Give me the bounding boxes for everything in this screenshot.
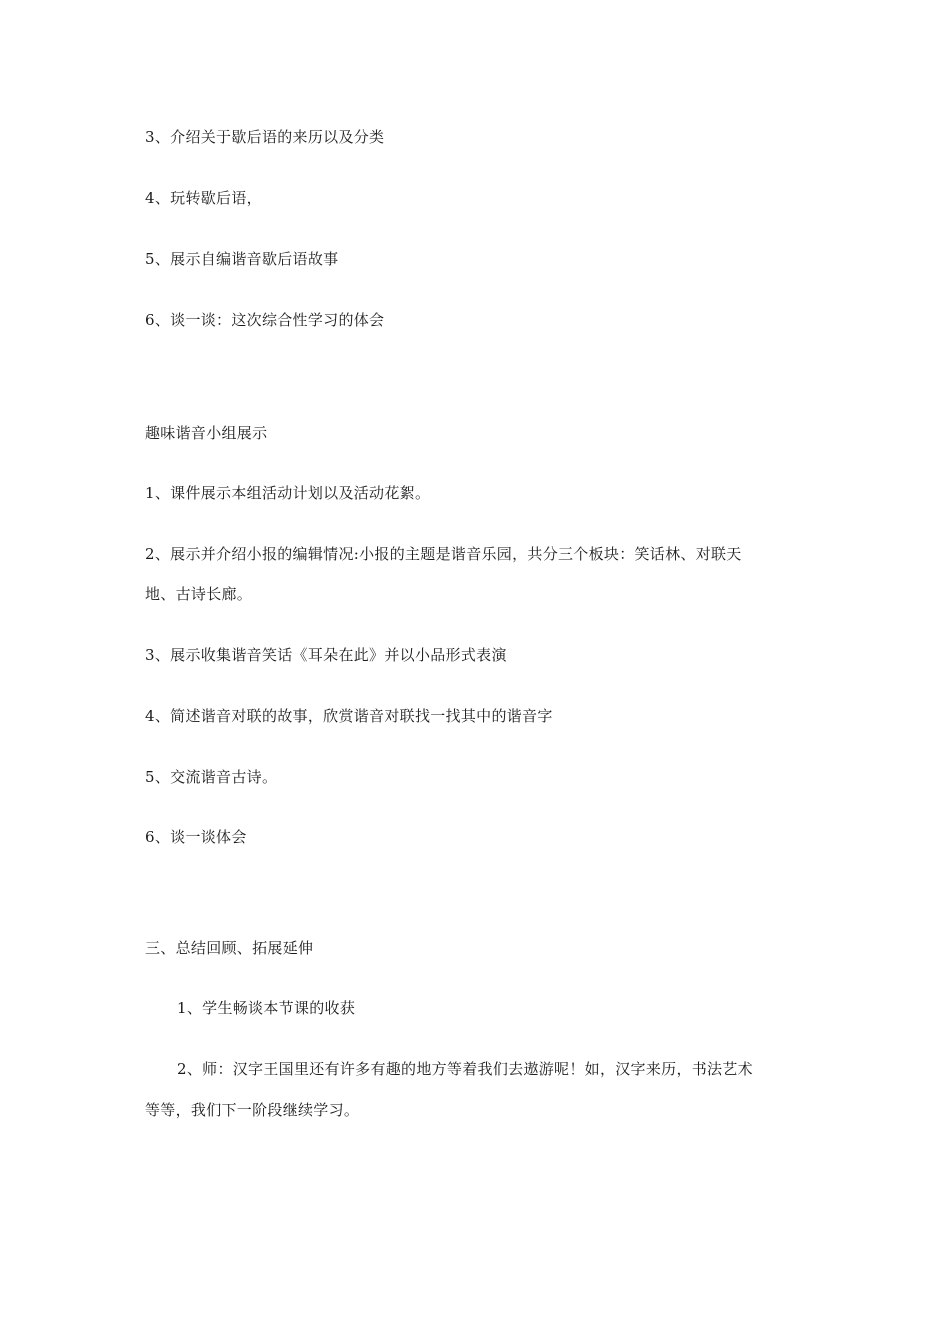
list-item-2-line1: 2、师：汉字王国里还有许多有趣的地方等着我们去遨游呢！如，汉字来历，书法艺术: [177, 1060, 753, 1078]
list-item-2-line2: 地、古诗长廊。: [145, 585, 253, 603]
list-item-2-line2: 等等，我们下一阶段继续学习。: [145, 1101, 360, 1119]
list-item-4: 4、玩转歇后语，: [145, 189, 262, 207]
list-item-5: 5、展示自编谐音歇后语故事: [145, 250, 339, 268]
section-heading-homophone-group: 趣味谐音小组展示: [145, 424, 268, 442]
list-item-3: 3、介绍关于歇后语的来历以及分类: [145, 128, 385, 146]
list-item-5: 5、交流谐音古诗。: [145, 768, 278, 786]
list-item-4: 4、简述谐音对联的故事，欣赏谐音对联找一找其中的谐音字: [145, 707, 553, 725]
section-heading-summary: 三、总结回顾、拓展延伸: [145, 939, 314, 957]
list-item-6: 6、谈一谈：这次综合性学习的体会: [145, 311, 385, 329]
list-item-1: 1、学生畅谈本节课的收获: [177, 999, 356, 1017]
list-item-2-line1: 2、展示并介绍小报的编辑情况:小报的主题是谐音乐园，共分三个板块：笑话林、对联天: [145, 545, 742, 563]
list-item-3: 3、展示收集谐音笑话《耳朵在此》并以小品形式表演: [145, 646, 507, 664]
list-item-6: 6、谈一谈体会: [145, 828, 247, 846]
list-item-1: 1、课件展示本组活动计划以及活动花絮。: [145, 484, 431, 502]
